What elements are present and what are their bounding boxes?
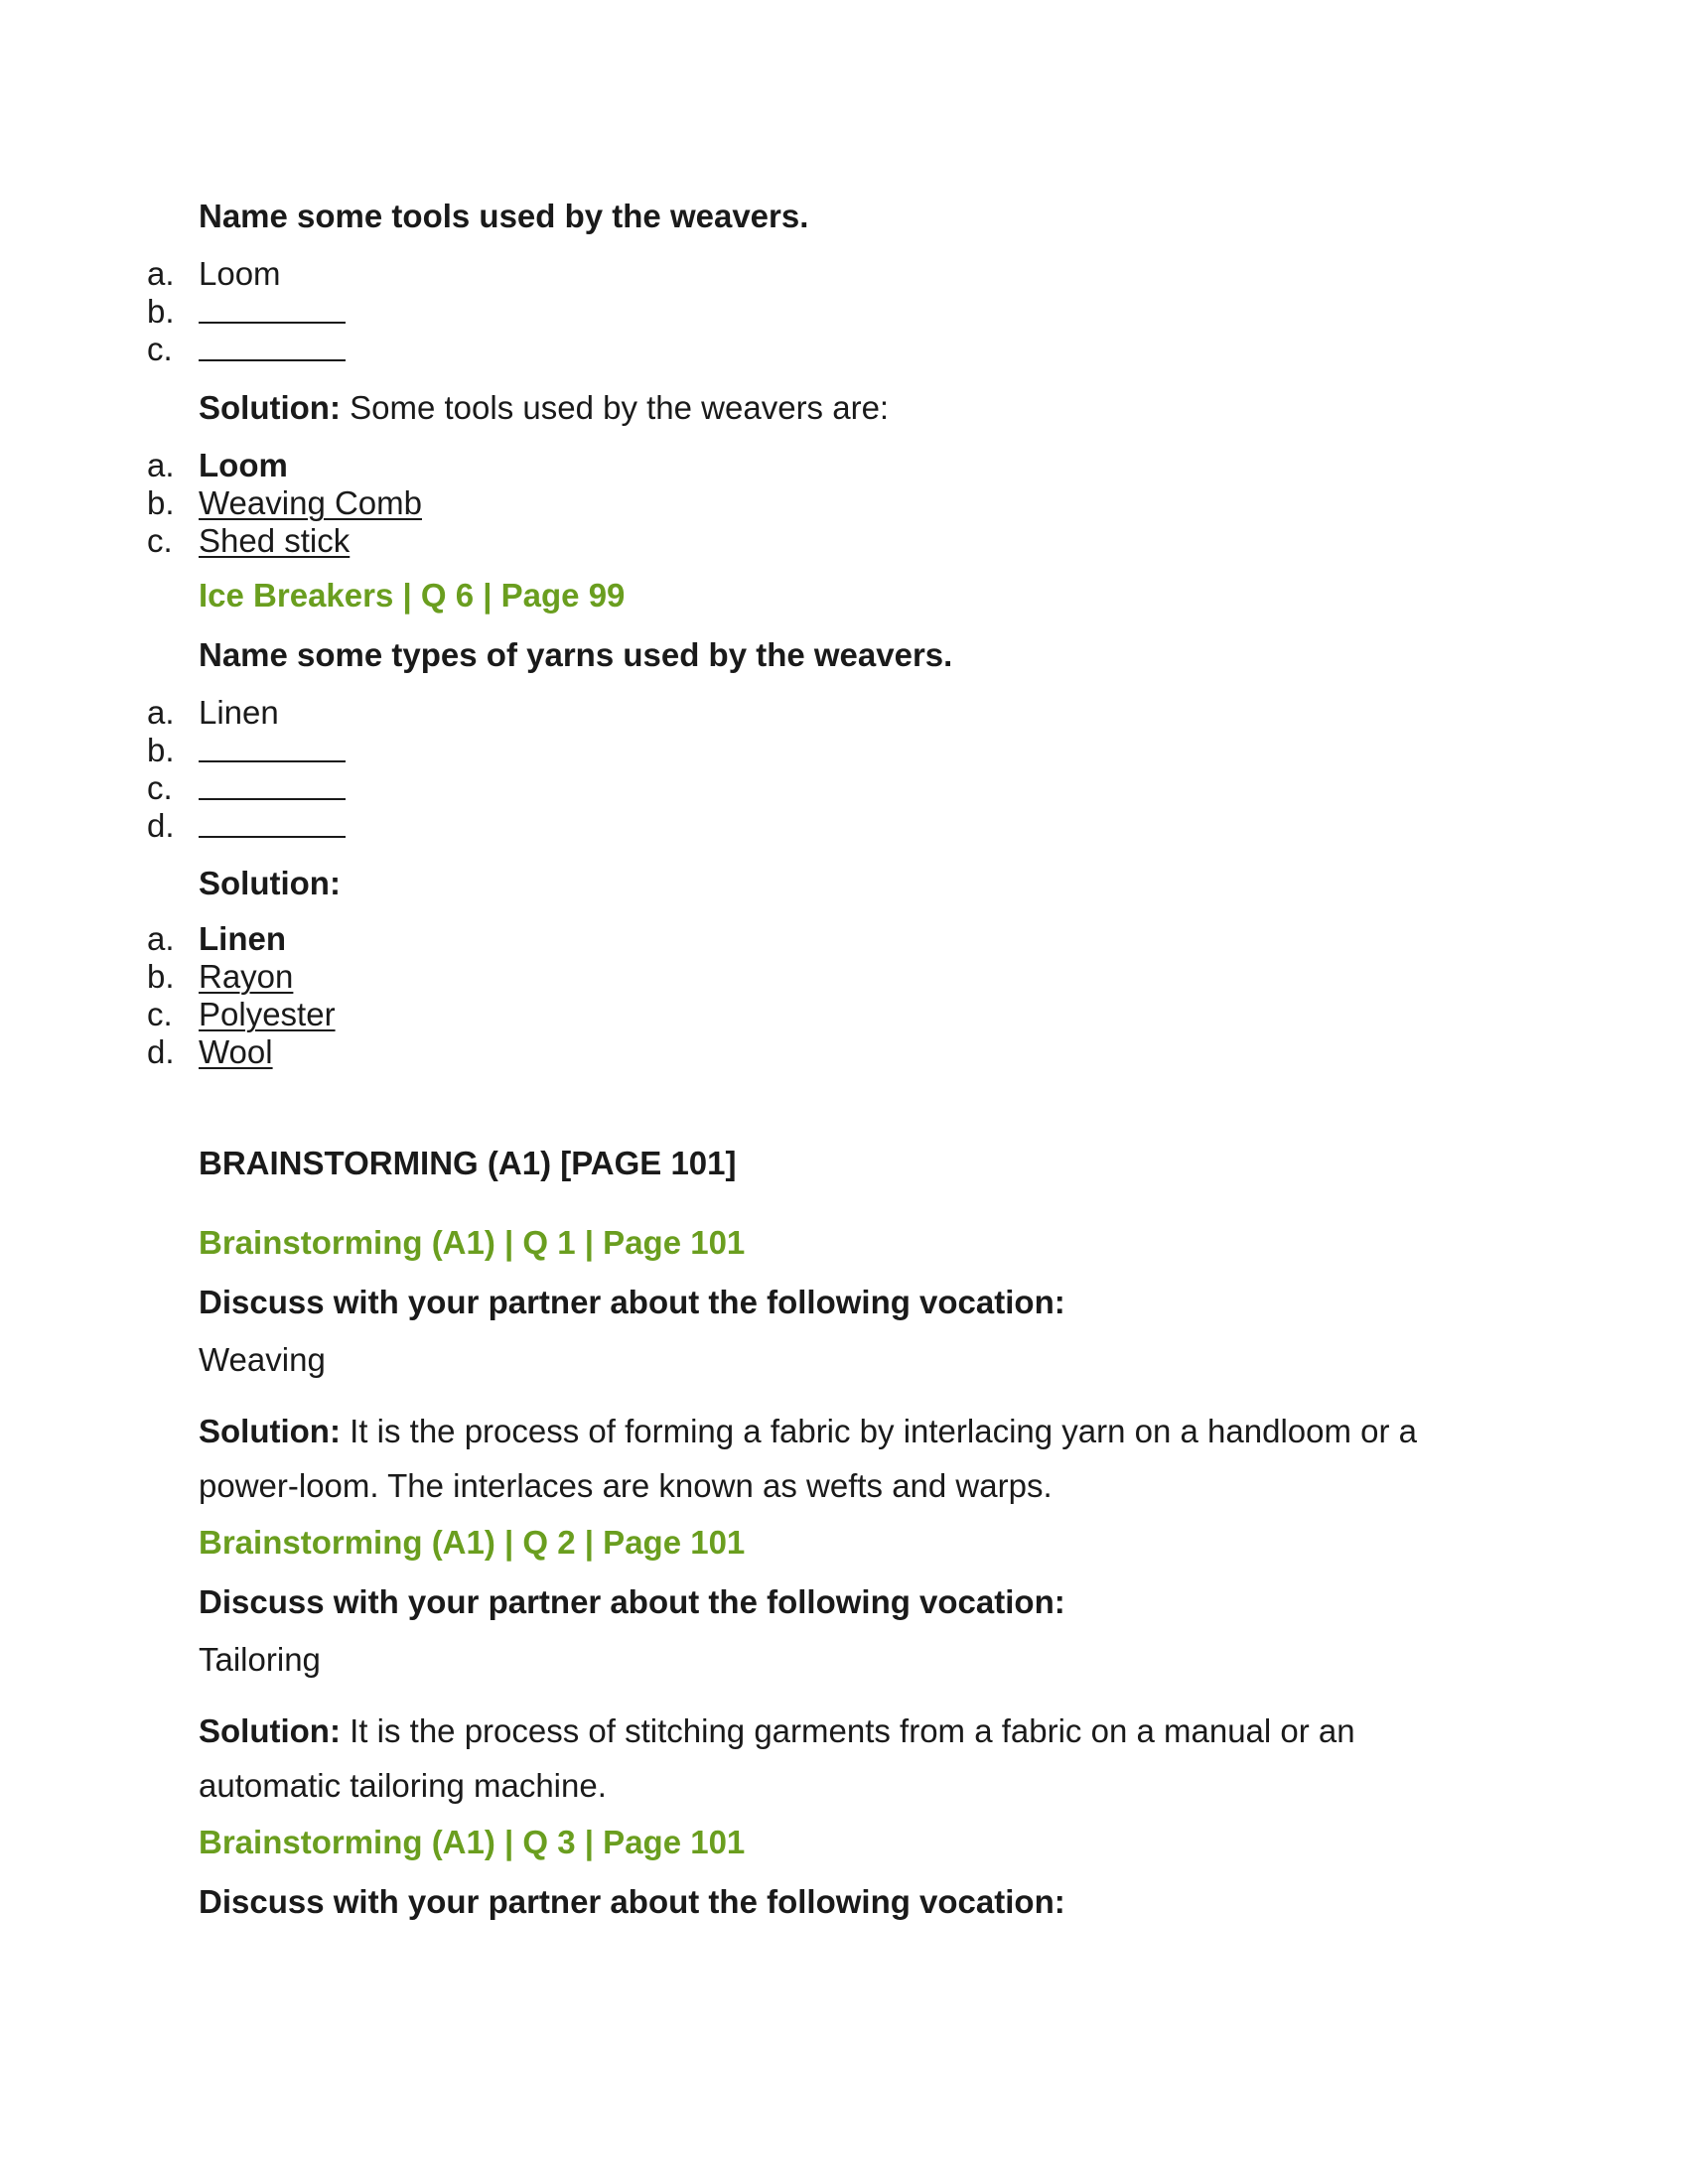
question-text: Discuss with your partner about the following vocation: [199,1284,1065,1320]
question-yarns: Name some types of yarns used by the weavers. [199,636,953,673]
solution-paragraph: Solution: It is the process of stitching garments from a fabric on a manual or an automatic tailoring machine. [199,1712,1355,1804]
question-tools: Name some tools used by the weavers. [199,198,809,234]
question-heading: Brainstorming (A1) | Q 2 | Page 101 [199,1524,746,1561]
solution-label: Solution: [199,865,341,901]
vocation: Tailoring [199,1641,321,1678]
question-text: Discuss with your partner about the following vocation: [199,1883,1065,1920]
question-text: Discuss with your partner about the following vocation: [199,1583,1065,1620]
answer-blank [199,731,346,762]
vocation: Weaving [199,1341,326,1378]
document-page: Name some tools used by the weavers. a. Loom b. c. Solution: Some tools used by the weavers are: a. Loom b. Weaving Comb c. Shed stick Ice Breakers | Q 6 | Page 99 Name some types of yarns used by the weavers. a. Linen b. c. d. Solution: a. Linen b. Rayon c. Polyester d. Wool BRAINSTORMING (A1) [PAGE 101] Brainstorming (A1) | Q 1 | Page 101 Discuss with your partner about the following vocation: Weaving Solution: It is the process of forming a fabric by interlacing yarn on a handloom or a power-loom. The interlaces are known as wefts and warps. Brainstorming (A1) | Q 2 | Page 101 Discuss with your partner about the following vocation: Tailoring Solution: It is the process of stitching garments from a fabric on a manual or an automatic tailoring machine. Brainstorming (A1) | Q 3 | Page 101 Discuss with your partner about the following vocation: [0,0,1688,2184]
section-heading: Ice Breakers | Q 6 | Page 99 [199,577,626,614]
solution-line: Solution: Some tools used by the weavers are: [199,389,890,426]
solution-paragraph: Solution: It is the process of forming a fabric by interlacing yarn on a handloom or a power-loom. The interlaces are known as wefts and warps. [199,1413,1418,1504]
question-heading: Brainstorming (A1) | Q 1 | Page 101 [199,1224,746,1261]
answer-blank [199,768,346,800]
question-heading: Brainstorming (A1) | Q 3 | Page 101 [199,1824,746,1860]
section-title: BRAINSTORMING (A1) [PAGE 101] [199,1145,737,1181]
answer-blank [199,806,346,838]
answer-blank [199,330,346,361]
answer-blank [199,292,346,324]
